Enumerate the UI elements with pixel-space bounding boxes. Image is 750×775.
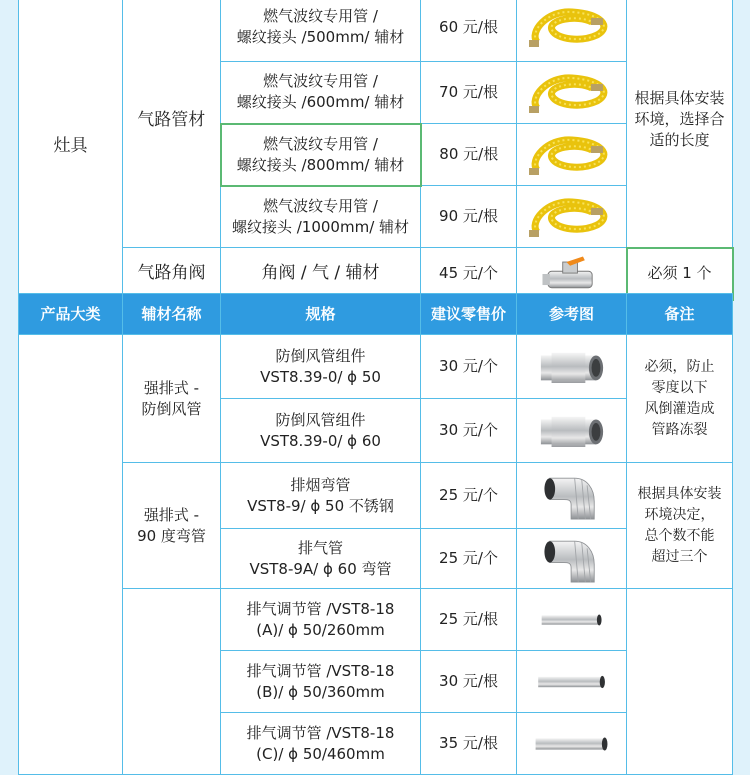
note-cell [627,589,733,775]
elbow-pipe-image [532,530,612,588]
reference-image-cell [517,124,627,186]
gas-hose-image [527,130,617,180]
price-cell: 60 元/根 [421,0,517,62]
table-row [19,0,733,62]
accessory-name-cell: 气路管材 [123,0,221,248]
column-header: 产品大类 [19,294,123,335]
table-header-row [19,294,733,335]
reference-image-cell [517,589,627,651]
price-cell: 35 元/根 [421,713,517,775]
price-cell: 30 元/个 [421,399,517,463]
gas-hose-image [527,68,617,118]
spec-cell: 燃气波纹专用管 / 螺纹接头 /600mm/ 辅材 [221,62,421,124]
reference-image-cell [517,713,627,775]
spec-cell: 角阀 / 气 / 辅材 [221,248,421,300]
column-header: 备注 [627,294,733,335]
spec-cell: 排气调节管 /VST8-18 (A)/ ϕ 50/260mm [221,589,421,651]
straight-pipe-image [532,669,612,695]
table-row [19,335,733,399]
accessory-name-cell [123,589,221,775]
spec-cell: 排气调节管 /VST8-18 (B)/ ϕ 50/360mm [221,651,421,713]
straight-pipe-image [527,730,617,758]
accessory-name-cell: 强排式 - 90 度弯管 [123,463,221,589]
reference-image-cell [517,186,627,248]
anti-backdraft-pipe-image [532,408,612,454]
note-cell: 必须 1 个 [627,248,733,300]
reference-image-cell [517,399,627,463]
elbow-pipe-image [532,467,612,525]
stove-accessory-table [18,0,732,301]
spec-cell: 防倒风管组件 VST8.39-0/ ϕ 60 [221,399,421,463]
column-header: 参考图 [517,294,627,335]
table-row [19,589,733,651]
spec-cell: 燃气波纹专用管 / 螺纹接头 /1000mm/ 辅材 [221,186,421,248]
note-cell: 根据具体安装 环境决定， 总个数不能 超过三个 [627,463,733,589]
angle-valve-image [526,251,616,297]
column-header: 建议零售价 [421,294,517,335]
price-cell: 30 元/个 [421,335,517,399]
reference-image-cell [517,529,627,589]
price-cell: 25 元/个 [421,463,517,529]
reference-image-cell [517,463,627,529]
spec-cell: 燃气波纹专用管 / 螺纹接头 /800mm/ 辅材 [221,124,421,186]
note-cell: 根据具体安装环境，选择合适的长度 [627,0,733,248]
spec-cell: 防倒风管组件 VST8.39-0/ ϕ 50 [221,335,421,399]
straight-pipe-image [537,608,607,632]
water-heater-accessory-table [18,293,732,775]
table-row [19,463,733,529]
column-header: 规格 [221,294,421,335]
price-cell: 25 元/根 [421,589,517,651]
note-cell: 必须，防止 零度以下 风倒灌造成 管路冻裂 [627,335,733,463]
category-cell [19,335,123,775]
price-cell: 80 元/根 [421,124,517,186]
price-cell: 70 元/根 [421,62,517,124]
spec-cell: 排气管 VST8-9A/ ϕ 60 弯管 [221,529,421,589]
accessory-name-cell: 强排式 - 防倒风管 [123,335,221,463]
price-cell: 30 元/根 [421,651,517,713]
category-cell: 灶具 [19,0,123,300]
accessory-name-cell: 气路角阀 [123,248,221,300]
gas-hose-image [527,2,617,52]
column-header: 辅材名称 [123,294,221,335]
spec-cell: 燃气波纹专用管 / 螺纹接头 /500mm/ 辅材 [221,0,421,62]
spec-cell: 排气调节管 /VST8-18 (C)/ ϕ 50/460mm [221,713,421,775]
gas-hose-image [527,192,617,242]
price-cell: 90 元/根 [421,186,517,248]
table-row [19,248,733,300]
reference-image-cell [517,248,627,300]
anti-backdraft-pipe-image [532,344,612,390]
reference-image-cell [517,62,627,124]
spec-cell: 排烟弯管 VST8-9/ ϕ 50 不锈钢 [221,463,421,529]
price-cell: 25 元/个 [421,529,517,589]
reference-image-cell [517,335,627,399]
price-cell: 45 元/个 [421,248,517,300]
reference-image-cell [517,0,627,62]
reference-image-cell [517,651,627,713]
